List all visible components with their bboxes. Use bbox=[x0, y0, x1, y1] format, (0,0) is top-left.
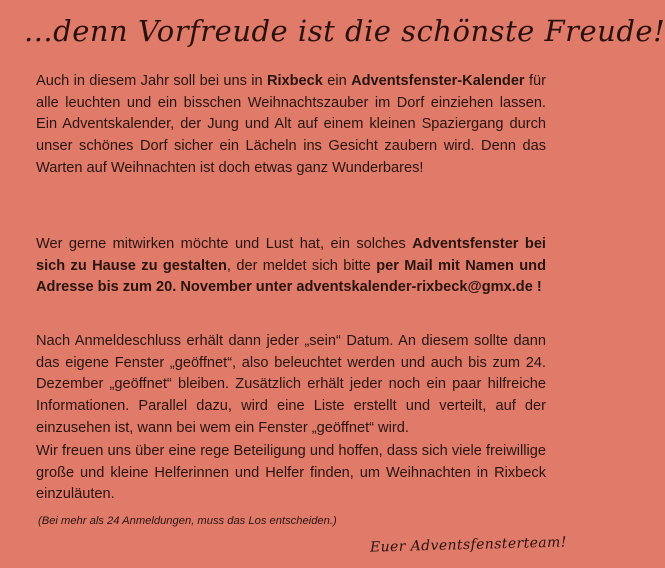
signature: Euer Adventsfensterteam! bbox=[369, 534, 567, 556]
signup-contact: per Mail mit Namen und Adresse bis zum 20. November unter adventskalender-rixbeck@gmx.de ! bbox=[36, 257, 546, 296]
signup-text-1: Wer gerne mitwirken möchte und Lust hat, ein solches bbox=[36, 236, 413, 252]
intro-paragraph bbox=[36, 71, 546, 180]
lottery-note: (Bei mehr als 24 Anmeldungen, muss das Los entscheiden.) bbox=[38, 515, 337, 527]
headline: ...denn Vorfreude ist die schönste Freude! bbox=[24, 14, 665, 48]
intro-text-1: Auch in diesem Jahr soll bei uns in bbox=[36, 73, 267, 89]
signup-paragraph bbox=[36, 234, 546, 299]
signup-text-2: , der meldet sich bitte bbox=[226, 257, 377, 274]
calendar-name: Adventsfenster-Kalender bbox=[351, 73, 525, 89]
process-paragraph: Nach Anmeldeschluss erhält dann jeder „sein“ Datum. An diesem sollte dann das eigene Fenster „geöffnet“, also beleuchtet werden und auch bis zum 24. Dezember „geöffnet“ bleiben. Zusätzlich erhält jeder noch ein paar hilfreiche Informationen. Parallel dazu, wird eine Liste erstellt und verteilt, auf der einzusehen ist, wann bei wem ein Fenster „geöffnet“ wird. bbox=[36, 333, 546, 436]
signup-emphasis-1: Adventsfenster bei sich zu Hause zu gestalten bbox=[36, 236, 546, 274]
village-name: Rixbeck bbox=[266, 73, 323, 89]
closing-paragraph: Wir freuen uns über eine rege Beteiligung und hoffen, dass sich viele freiwillige große und kleine Helferinnen und Helfer finden, um Weihnachten in Rixbeck einzuläuten. bbox=[36, 443, 546, 503]
intro-text-3: für alle leuchten und ein bisschen Weihnachtszauber im Dorf einziehen lassen. Ein Adventskalender, der Jung und Alt auf einem kleinen Spaziergang durch unser schönes Dorf sicher ein Lächeln ins Gesicht zaubern wird. Denn das Warten auf Weihnachten ist doch etwas ganz Wunderbares! bbox=[36, 73, 546, 176]
intro-text-2: ein bbox=[322, 73, 352, 89]
